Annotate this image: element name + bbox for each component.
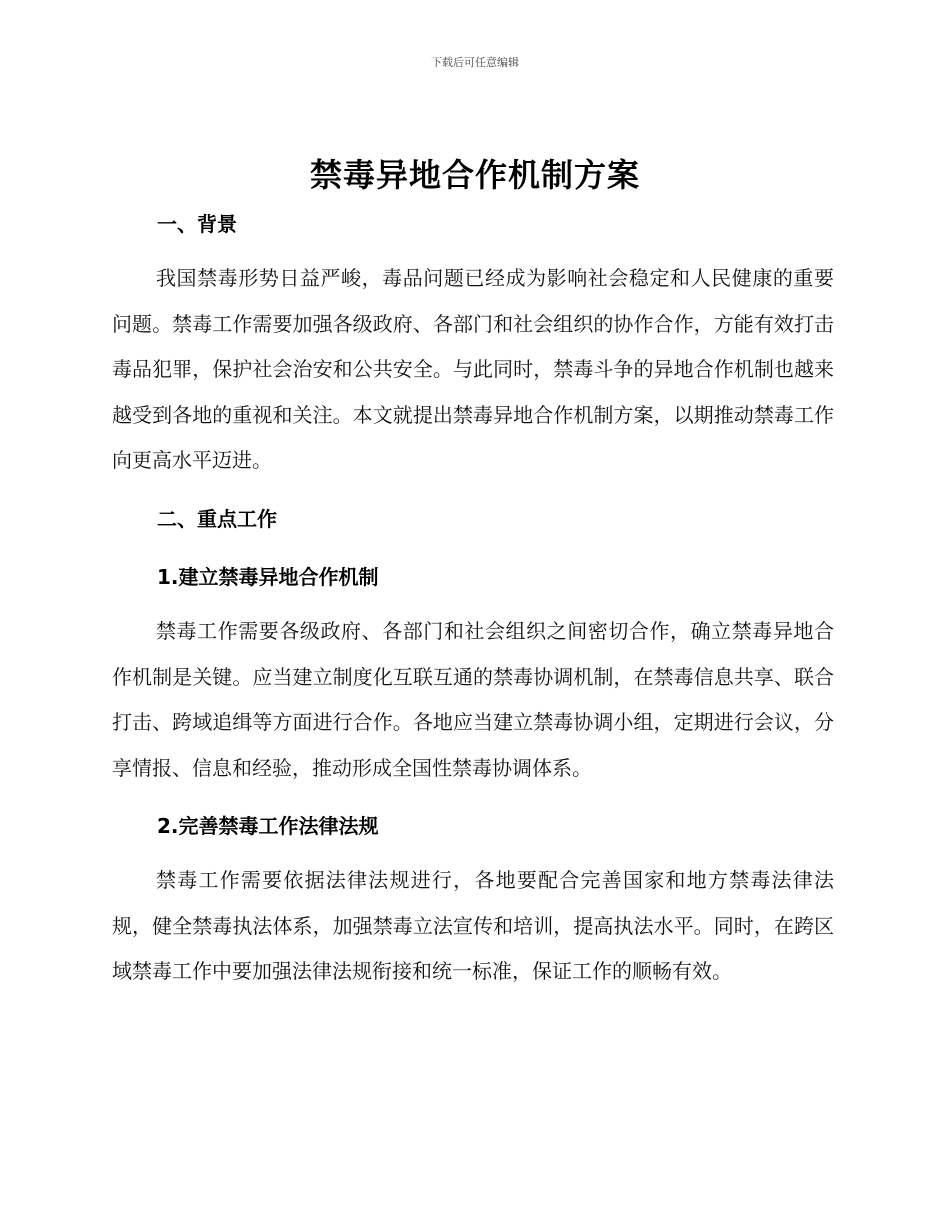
section-heading-key-work: 二、重点工作	[157, 507, 277, 531]
subsection-paragraph-laws: 禁毒工作需要依据法律法规进行，各地要配合完善国家和地方禁毒法律法规，健全禁毒执法体系，加强禁毒立法宣传和培训，提高执法水平。同时，在跨区域禁毒工作中要加强法律法规衔接和统一标准，保证工作的顺畅有效。	[112, 868, 834, 984]
section-paragraph-background: 我国禁毒形势日益严峻，毒品问题已经成为影响社会稳定和人民健康的重要问题。禁毒工作需要加强各级政府、各部门和社会组织的协作合作，方能有效打击毒品犯罪，保护社会治安和公共安全。与此同时，禁毒斗争的异地合作机制也越来越受到各地的重视和关注。本文就提出禁毒异地合作机制方案，以期推动禁毒工作向更高水平迈进。	[112, 266, 834, 473]
subsection-heading-laws: 2.完善禁毒工作法律法规	[157, 814, 379, 838]
document-title: 禁毒异地合作机制方案	[309, 156, 640, 194]
section-heading-background: 一、背景	[157, 212, 237, 236]
header-note: 下载后可任意编辑	[431, 56, 519, 69]
subsection-heading-mechanism: 1.建立禁毒异地合作机制	[157, 565, 379, 589]
subsection-paragraph-mechanism: 禁毒工作需要各级政府、各部门和社会组织之间密切合作，确立禁毒异地合作机制是关键。应当建立制度化互联互通的禁毒协调机制，在禁毒信息共享、联合打击、跨域追缉等方面进行合作。各地应当建立禁毒协调小组，定期进行会议，分享情报、信息和经验，推动形成全国性禁毒协调体系。	[112, 619, 834, 780]
